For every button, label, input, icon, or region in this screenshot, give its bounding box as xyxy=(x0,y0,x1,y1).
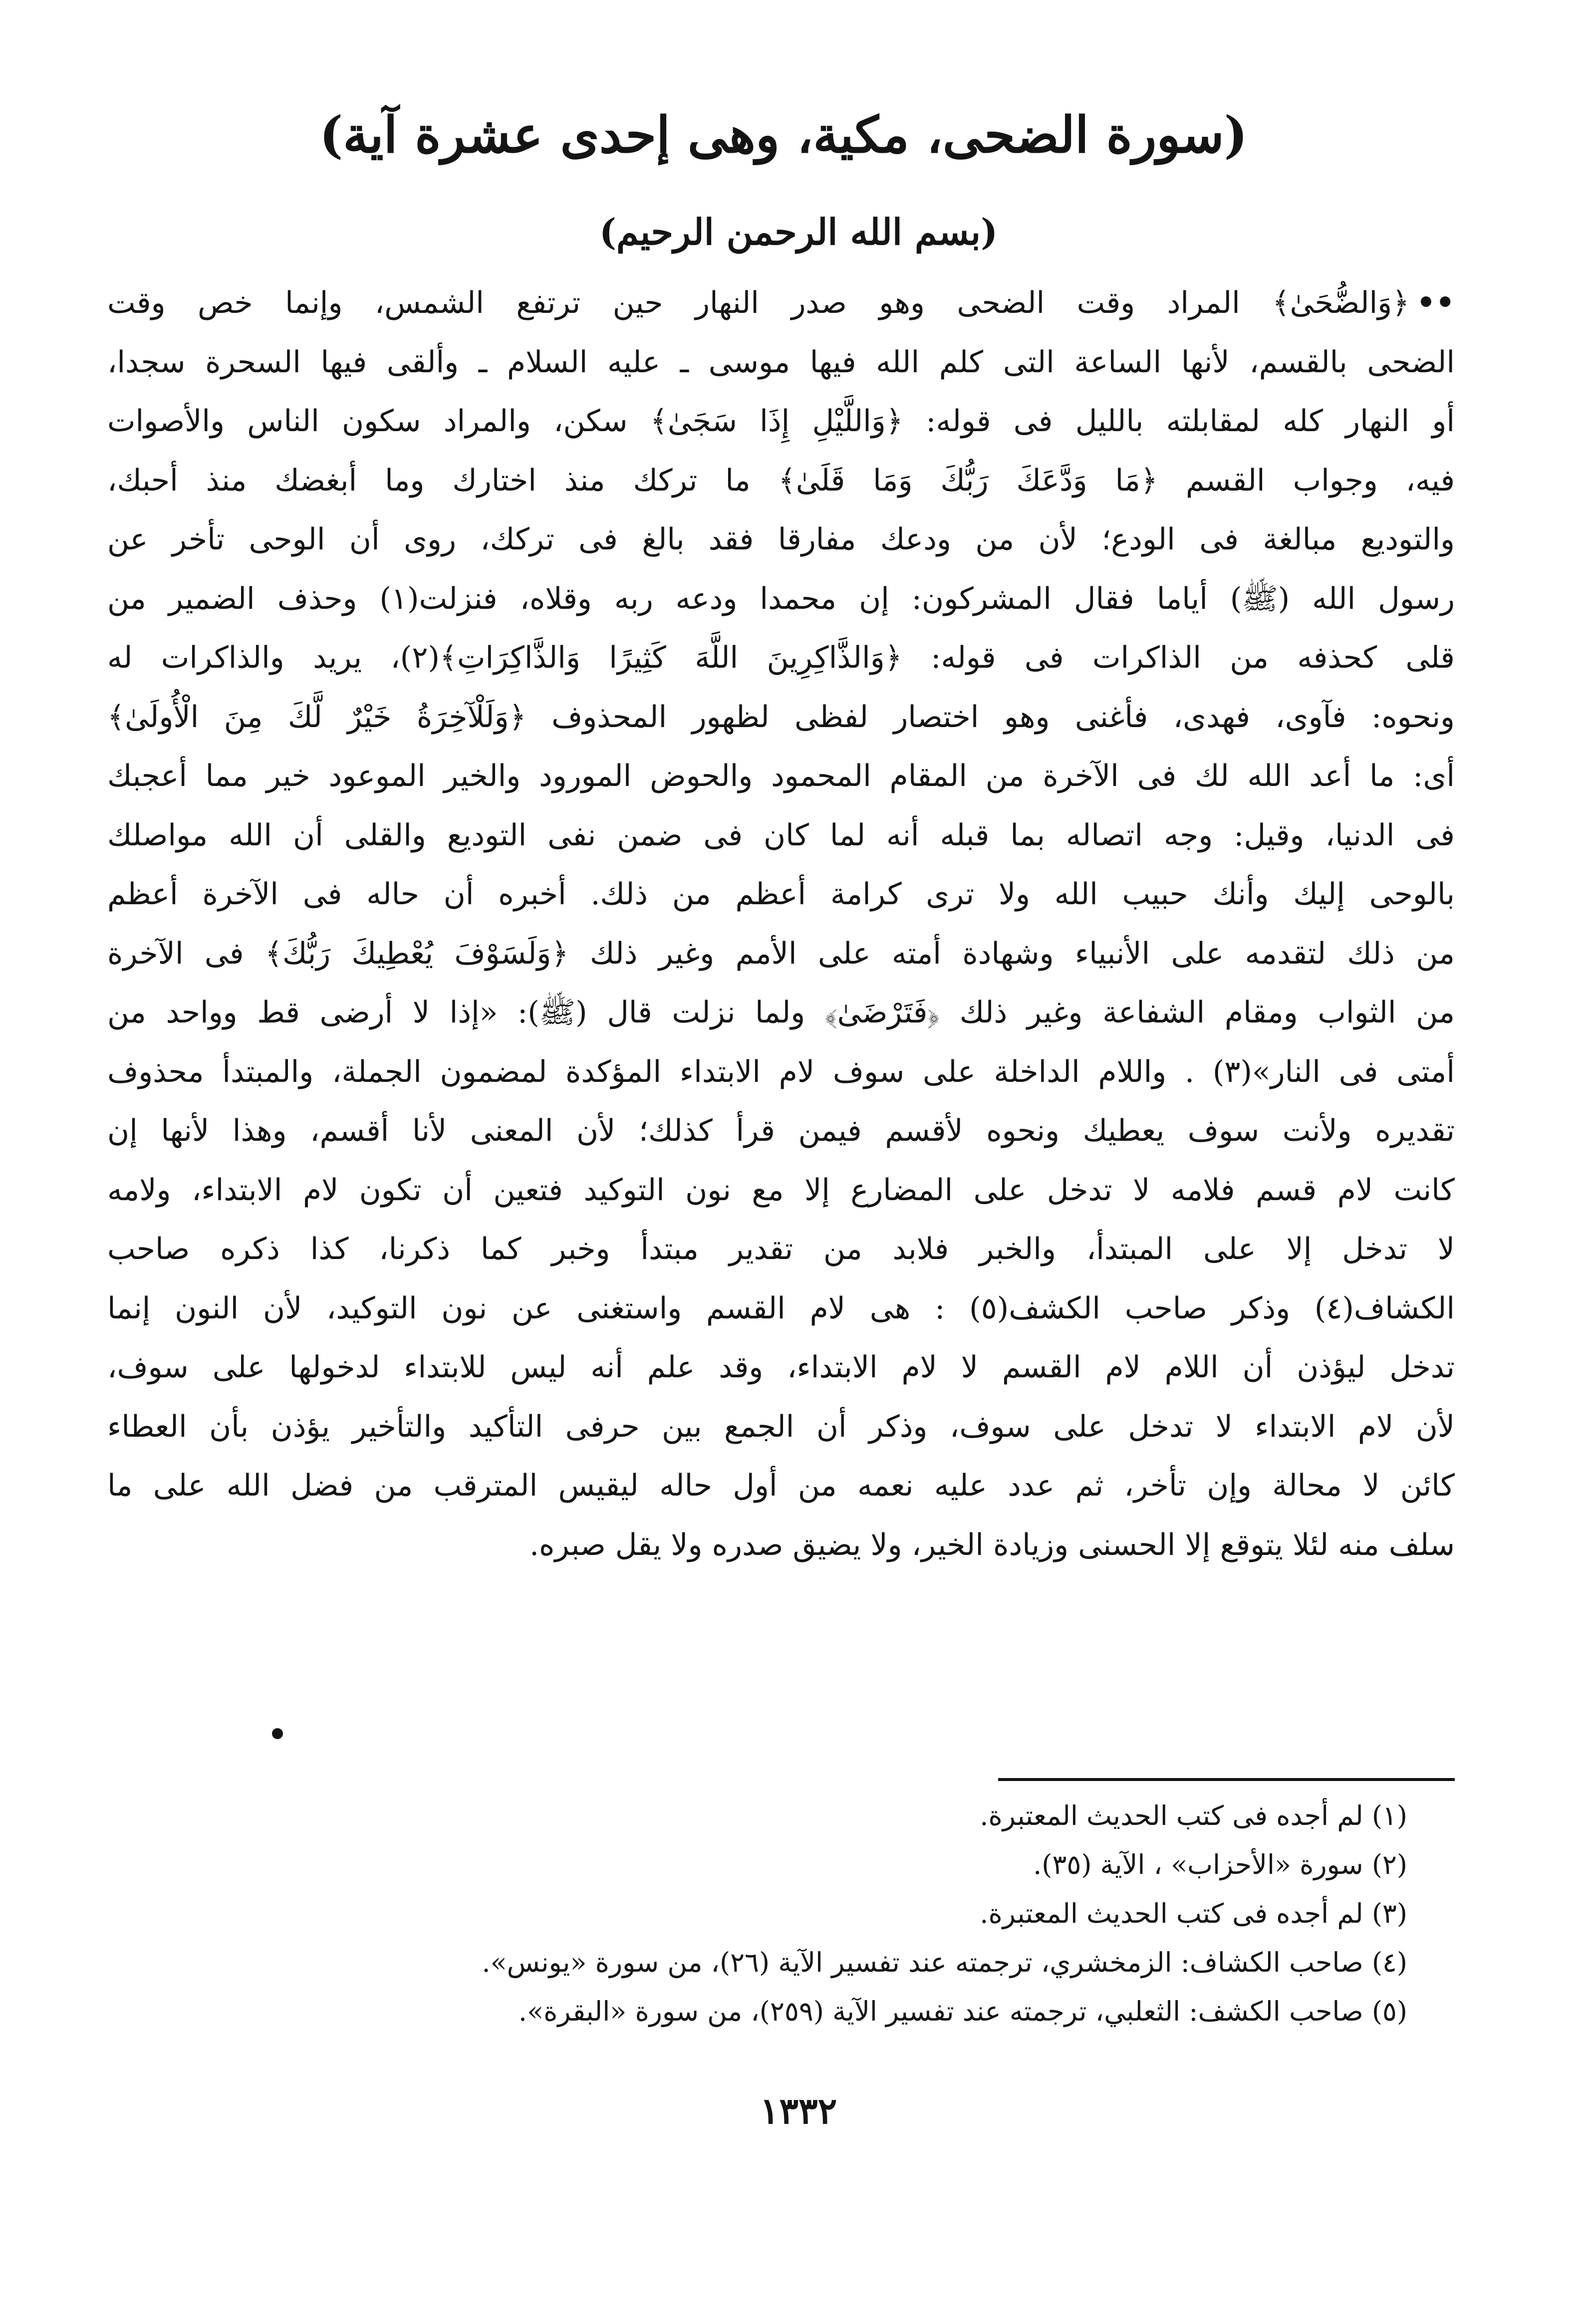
body-line-text: ﴿وَالضُّحَىٰ﴾ المراد وقت الضحى وهو صدر النهار حين ترتفع الشمس، وإنما خص وقت xyxy=(107,285,1410,320)
footnote-3: (٣) لم أجده فى كتب الحديث المعتبرة. xyxy=(980,1898,1407,1929)
body-line-3: أو النهار كله لمقابلته بالليل فى قوله: ﴿وَاللَّيْلِ إِذَا سَجَىٰ﴾ سكن، والمراد سكون الناس والأصوات xyxy=(107,404,1455,439)
body-line-6: رسول الله (ﷺ) أياما فقال المشركون: إن محمدا ودعه ربه وقلاه، فنزلت(١) وحذف الضمير من xyxy=(107,581,1455,616)
body-line-9: أى: ما أعد الله لك فى الآخرة من المقام المحمود والحوض المورود والخير الموعود خير مما أعجبك xyxy=(107,759,1455,793)
body-line-8: ونحوه: فآوى، فهدى، فأغنى وهو اختصار لفظى لظهور المحذوف ﴿وَلَلْآخِرَةُ خَيْرٌ لَّكَ مِنَ الْأُولَىٰ﴾ xyxy=(107,699,1455,735)
body-line-15: تقديره ولأنت سوف يعطيك ونحوه لأقسم فيمن قرأ كذلك؛ لأن المعنى لأنا أقسم، وهذا لأنها إن xyxy=(107,1113,1455,1148)
bullet-marker: •• xyxy=(1416,285,1455,320)
footnotes xyxy=(299,1792,1407,2036)
footnote-1: (١) لم أجده فى كتب الحديث المعتبرة. xyxy=(980,1800,1407,1831)
body-line-10: فى الدنيا، وقيل: وجه اتصاله بما قبله أنه لما كان فى ضمن نفى التوديع والقلى أن الله مواصلك xyxy=(107,817,1455,853)
sura-title: (سورة الضحى، مكية، وهى إحدى عشرة آية) xyxy=(319,105,1248,164)
stray-dot-mark xyxy=(272,1728,283,1739)
commentary-body xyxy=(107,273,1455,1574)
footnote-4: (٤) صاحب الكشاف: الزمخشري، ترجمته عند تفسير الآية (٢٦)، من سورة «يونس». xyxy=(482,1947,1407,1978)
page-number: ١٣٣٢ xyxy=(760,2089,837,2132)
basmala: (بسم الله الرحمن الرحيم) xyxy=(599,211,998,253)
body-line-5: والتوديع مبالغة فى الودع؛ لأن من ودعك مفارقا فقد بالغ فى تركك، روى أن الوحى تأخر عن xyxy=(107,522,1455,557)
body-line-14: أمتى فى النار»(٣) . واللام الداخلة على سوف لام الابتداء المؤكدة لمضمون الجملة، والمبتدأ محذوف xyxy=(107,1054,1455,1089)
body-line-18: الكشاف(٤) وذكر صاحب الكشف(٥) : هى لام القسم واستغنى عن نون التوكيد، لأن النون إنما xyxy=(107,1290,1455,1326)
body-line-22: سلف منه لئلا يتوقع إلا الحسنى وزيادة الخير، ولا يضيق صدره ولا يقل صبره. xyxy=(529,1527,1455,1562)
footnote-5: (٥) صاحب الكشف: الثعلبي، ترجمته عند تفسير الآية (٢٥٩)، من سورة «البقرة». xyxy=(518,1996,1407,2027)
body-line-16: كانت لام قسم فلامه لا تدخل على المضارع إلا مع نون التوكيد فتعين أن تكون لام الابتداء، ولامه xyxy=(107,1172,1455,1208)
body-line-20: لأن لام الابتداء لا تدخل على سوف، وذكر أن الجمع بين حرفى التأكيد والتأخير يؤذن بأن العطاء xyxy=(107,1409,1455,1444)
body-line-13: من الثواب ومقام الشفاعة وغير ذلك ﴿فَتَرْضَىٰ﴾ ولما نزلت قال (ﷺ): «إذا لا أرضى قط وواحد من xyxy=(107,995,1455,1030)
footnote-2: (٢) سورة «الأحزاب» ، الآية (٣٥). xyxy=(1033,1849,1407,1880)
body-line-19: تدخل ليؤذن أن اللام لام القسم لا لام الابتداء، وقد علم أنه ليس للابتداء لدخولها على سوف، xyxy=(107,1350,1455,1385)
body-line-21: كائن لا محالة وإن تأخر، ثم عدد عليه نعمه من أول حاله ليقيس المترقب من فضل الله على ما xyxy=(107,1468,1455,1503)
body-line-4: فيه، وجواب القسم ﴿مَا وَدَّعَكَ رَبُّكَ وَمَا قَلَىٰ﴾ ما تركك منذ اختارك وما أبغضك منذ أحبك، xyxy=(107,463,1455,498)
footnote-divider xyxy=(998,1778,1455,1781)
body-line-7: قلى كحذفه من الذاكرات فى قوله: ﴿وَالذَّاكِرِينَ اللَّهَ كَثِيرًا وَالذَّاكِرَاتِ﴾(٢)، يريد والذاكرات له xyxy=(107,640,1455,675)
body-line-12: من ذلك لتقدمه على الأنبياء وشهادة أمته على الأمم وغير ذلك ﴿وَلَسَوْفَ يُعْطِيكَ رَبُّكَ﴾ فى الآخرة xyxy=(107,936,1455,971)
body-line-11: بالوحى إليك وأنك حبيب الله ولا ترى كرامة أعظم من ذلك. أخبره أن حاله فى الآخرة أعظم xyxy=(107,877,1455,912)
body-line-17: لا تدخل إلا على المبتدأ، والخبر فلابد من تقدير مبتدأ وخبر كما ذكرنا، كذا ذكره صاحب xyxy=(107,1232,1455,1267)
body-line-1 xyxy=(107,273,1455,333)
body-line-2: الضحى بالقسم، لأنها الساعة التى كلم الله فيها موسى ـ عليه السلام ـ وألقى فيها السحرة سجدا، xyxy=(107,344,1455,380)
